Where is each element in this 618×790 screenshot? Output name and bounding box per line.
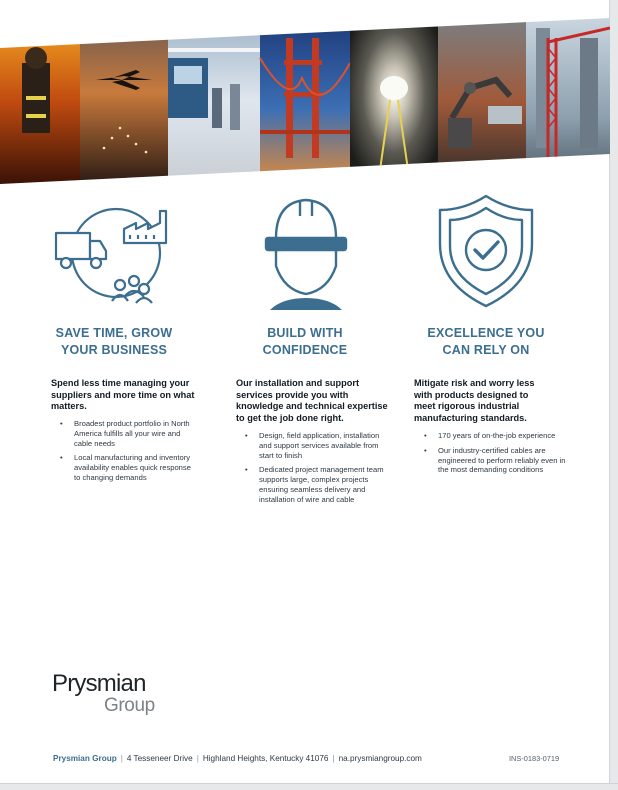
column-3-title-line-1: EXCELLENCE YOU bbox=[427, 326, 545, 340]
column-1-lead: Spend less time managing your suppliers and more time on what matters. bbox=[51, 378, 195, 412]
column-3-bullet-2: • Our industry-certified cables are engineered to perform reliably even in the most demanding conditions bbox=[416, 446, 566, 475]
column-2-title-line-1: BUILD WITH bbox=[267, 326, 343, 340]
column-3-bullets bbox=[416, 431, 566, 480]
column-3-bullet-1: • 170 years of on-the-job experience bbox=[416, 431, 566, 441]
column-1-bullet-2: • Local manufacturing and inventory availability enables quick response to changing demands bbox=[52, 453, 192, 482]
footer-address: 4 Tesseneer Drive bbox=[126, 754, 193, 763]
footer-website[interactable]: na.prysmiangroup.com bbox=[338, 754, 422, 763]
footer-city: Highland Heights, Kentucky 41076 bbox=[202, 754, 329, 763]
logo-group: Group bbox=[104, 695, 155, 716]
column-3-title-line-2: CAN RELY ON bbox=[442, 343, 530, 357]
hard-hat-worker-icon bbox=[262, 194, 350, 312]
column-1-title bbox=[29, 325, 199, 359]
column-1-bullets bbox=[52, 419, 192, 488]
photo-banner bbox=[0, 18, 610, 184]
footer-contact: Prysmian Group | 4 Tesseneer Drive | Highland Heights, Kentucky 41076 | na.prysmiangroup.com bbox=[53, 754, 422, 763]
page-edge-right bbox=[609, 0, 618, 790]
truck-factory-people-icon bbox=[54, 193, 174, 305]
logo-name: Prysmian bbox=[52, 670, 146, 697]
column-2-bullets bbox=[237, 431, 387, 510]
column-2-lead: Our installation and support services provide you with knowledge and technical expertise to get the job done right. bbox=[236, 378, 388, 423]
shield-check-icon bbox=[436, 192, 536, 310]
column-2-bullet-2: • Dedicated project management team supports large, complex projects ensuring seamless delivery and installation of wire and cable bbox=[237, 465, 387, 504]
column-1-title-line-2: YOUR BUSINESS bbox=[60, 343, 168, 357]
column-1-bullet-1: • Broadest product portfolio in North America fulfills all your wire and cable needs bbox=[52, 419, 192, 448]
column-2-title-line-2: CONFIDENCE bbox=[262, 343, 348, 357]
document-code: INS-0183-0719 bbox=[509, 754, 560, 763]
column-1-title-line-1: SAVE TIME, GROW bbox=[55, 326, 173, 340]
column-3-lead: Mitigate risk and worry less with products designed to meet rigorous industrial manufacturing standards. bbox=[414, 378, 535, 423]
page-edge-bottom bbox=[0, 783, 618, 790]
column-2-bullet-1: • Design, field application, installation and support services available from start to finish bbox=[237, 431, 387, 460]
footer-company: Prysmian Group bbox=[53, 754, 117, 763]
column-3-title bbox=[401, 325, 571, 359]
prysmian-group-logo bbox=[52, 672, 202, 716]
column-2-title bbox=[220, 325, 390, 359]
